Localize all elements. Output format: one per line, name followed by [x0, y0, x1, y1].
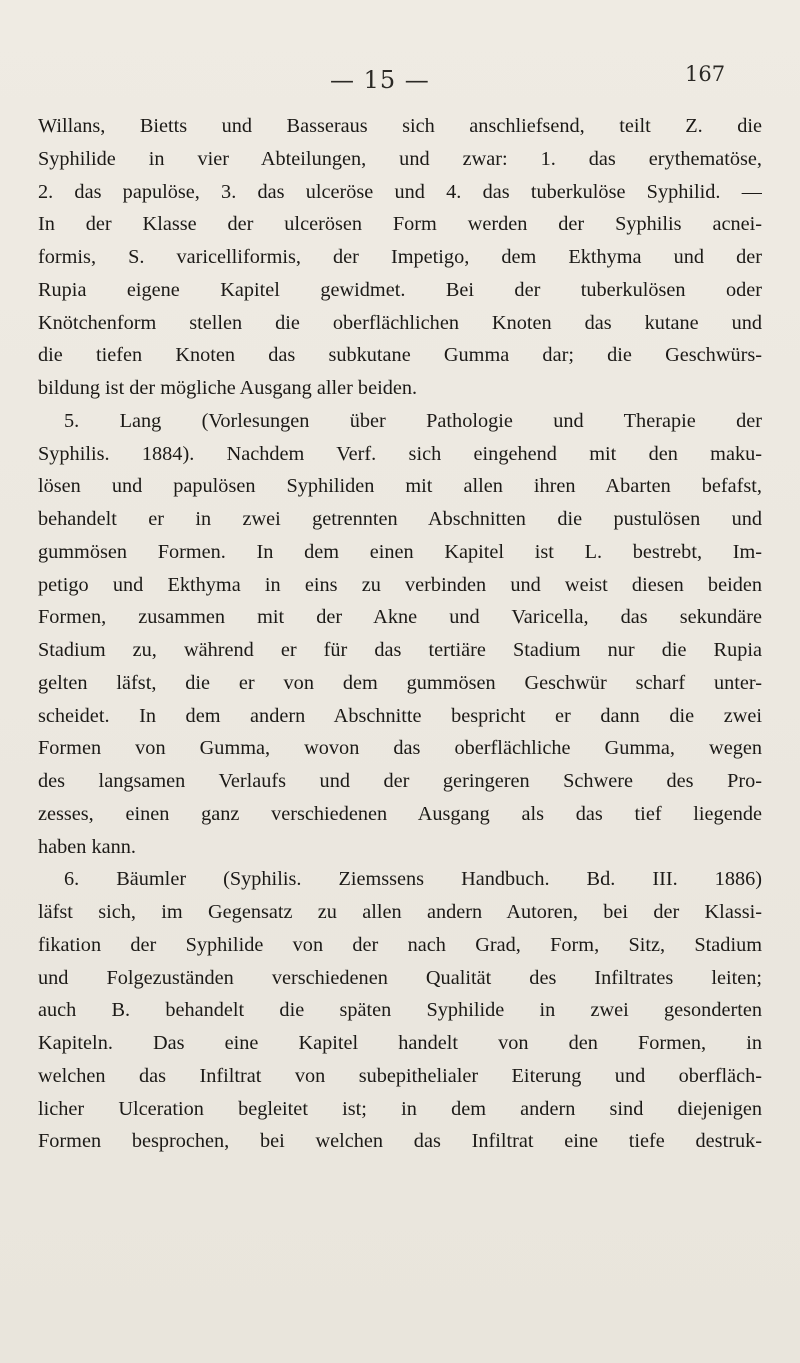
text-line: licher Ulceration begleitet ist; in dem andern sind diejenigen [38, 1097, 762, 1120]
text-line: die tiefen Knoten das subkutane Gumma dar; die Geschwürs- [38, 344, 762, 367]
text-line: formis, S. varicelliformis, der Impetigo, dem Ekthyma und der [38, 246, 762, 268]
text-line: des langsamen Verlaufs und der geringeren Schwere des Pro- [38, 770, 762, 792]
text-line: In der Klasse der ulcerösen Form werden der Syphilis acnei- [38, 213, 762, 236]
running-head [0, 62, 800, 102]
text-line: 2. das papulöse, 3. das ulceröse und 4. das tuberkulöse Syphilid. — [38, 180, 762, 203]
text-line: 5. Lang (Vorlesungen über Pathologie und Therapie der [64, 409, 762, 432]
text-line: läfst sich, im Gegensatz zu allen andern Autoren, bei der Klassi- [38, 901, 762, 923]
text-line: Formen besprochen, bei welchen das Infiltrat eine tiefe destruk- [38, 1130, 762, 1153]
text-line: Knötchenform stellen die oberflächlichen Knoten das kutane und [38, 311, 762, 334]
text-line: bildung ist der mögliche Ausgang aller beiden. [38, 377, 418, 399]
text-line: Rupia eigene Kapitel gewidmet. Bei der tuberkulösen oder [38, 278, 762, 301]
page-number: — 15 — [330, 66, 430, 94]
body-text [38, 110, 762, 1158]
text-line: Formen, zusammen mit der Akne und Varicella, das sekundäre [38, 606, 762, 629]
text-line: fikation der Syphilide von der nach Grad, Form, Sitz, Stadium [38, 933, 762, 956]
text-line: 6. Bäumler (Syphilis. Ziemssens Handbuch. Bd. III. 1886) [64, 868, 762, 891]
text-line: behandelt er in zwei getrennten Abschnitten die pustulösen und [38, 508, 762, 530]
text-line: und Folgezuständen verschiedenen Qualität des Infiltrates leiten; [38, 966, 762, 989]
text-line: gummösen Formen. In dem einen Kapitel ist L. bestrebt, Im- [38, 540, 762, 563]
text-line: Kapiteln. Das eine Kapitel handelt von den Formen, in [38, 1032, 762, 1054]
text-line: Stadium zu, während er für das tertiäre Stadium nur die Rupia [38, 639, 762, 661]
text-line: zesses, einen ganz verschiedenen Ausgang als das tief liegende [38, 802, 762, 825]
text-line: scheidet. In dem andern Abschnitte bespricht er dann die zwei [38, 704, 762, 727]
text-line: haben kann. [38, 835, 136, 858]
text-line: lösen und papulösen Syphiliden mit allen ihren Abarten befafst, [38, 475, 762, 498]
text-line: Willans, Bietts und Basseraus sich anschliefsend, teilt Z. die [38, 115, 762, 137]
original-page-number: 167 [685, 62, 726, 86]
text-line: welchen das Infiltrat von subepithelialer Eiterung und oberfläch- [38, 1064, 762, 1087]
text-line: Syphilide in vier Abteilungen, und zwar: 1. das erythematöse, [38, 147, 762, 170]
text-line: petigo und Ekthyma in eins zu verbinden und weist diesen beiden [38, 573, 762, 596]
text-line: Syphilis. 1884). Nachdem Verf. sich eingehend mit den maku- [38, 442, 762, 465]
text-line: auch B. behandelt die späten Syphilide in zwei gesonderten [38, 999, 762, 1022]
text-line: gelten läfst, die er von dem gummösen Geschwür scharf unter- [38, 671, 762, 694]
text-line: Formen von Gumma, wovon das oberflächliche Gumma, wegen [38, 737, 762, 760]
